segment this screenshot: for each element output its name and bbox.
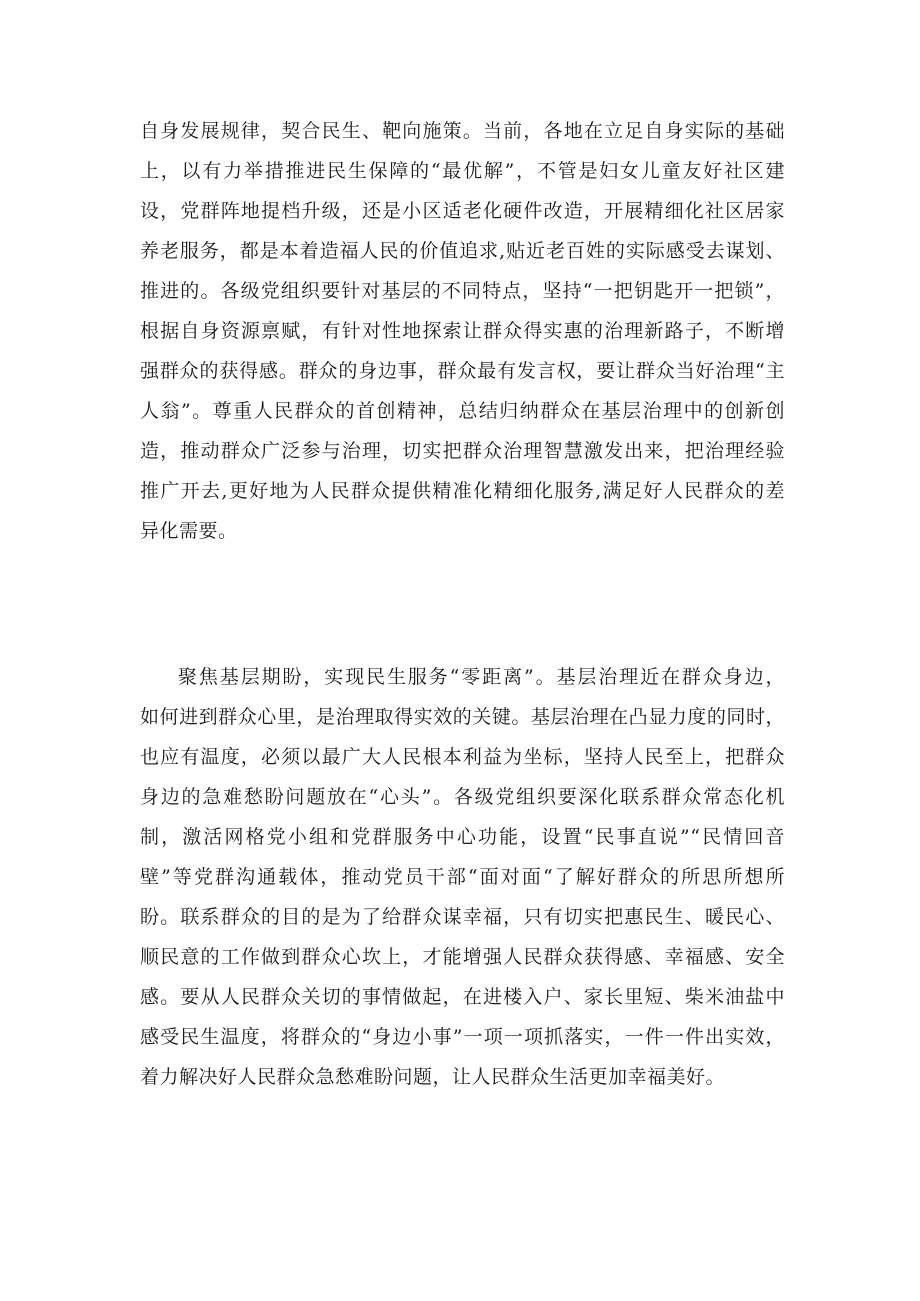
- paragraph-1-line-1: 自身发展规律，契合民生、靶向施策。当前，各地在立足自身实际的基础: [140, 120, 785, 142]
- paragraph-1-line-11: 异化需要。: [140, 520, 238, 542]
- paragraph-1-line-9: 造，推动群众广泛参与治理，切实把群众治理智慧激发出来，把治理经验: [140, 440, 785, 462]
- paragraph-1-line-4: 养老服务，都是本着造福人民的价值追求,贴近老百姓的实际感受去谋划、: [140, 240, 785, 262]
- paragraph-1-line-6: 根据自身资源禀赋，有针对性地探索让群众得实惠的治理新路子，不断增: [140, 320, 785, 342]
- paragraph-1-line-7: 强群众的获得感。群众的身边事，群众最有发言权，要让群众当好治理“主: [140, 360, 785, 382]
- paragraph-1-line-8: 人翁”。尊重人民群众的首创精神，总结归纳群众在基层治理中的创新创: [140, 400, 785, 422]
- paragraph-2-line-9: 感。要从人民群众关切的事情做起，在进楼入户、家长里短、柴米油盐中: [140, 986, 785, 1008]
- paragraph-2-line-4: 身边的急难愁盼问题放在“心头”。各级党组织要深化联系群众常态化机: [140, 786, 785, 808]
- paragraph-2-line-10: 感受民生温度，将群众的“身边小事”一项一项抓落实，一件一件出实效，: [140, 1026, 785, 1048]
- paragraph-2-line-11: 着力解决好人民群众急愁难盼问题，让人民群众生活更加幸福美好。: [140, 1066, 726, 1088]
- paragraph-2-line-7: 盼。联系群众的目的是为了给群众谋幸福，只有切实把惠民生、暖民心、: [140, 906, 785, 928]
- paragraph-1-line-5: 推进的。各级党组织要针对基层的不同特点，坚持“一把钥匙开一把锁”，: [140, 280, 785, 302]
- paragraph-2-line-1: 聚焦基层期盼，实现民生服务“零距离”。基层治理近在群众身边，: [178, 666, 785, 688]
- paragraph-1-line-2: 上，以有力举措推进民生保障的“最优解”，不管是妇女儿童友好社区建: [140, 160, 785, 182]
- paragraph-2-line-2: 如何进到群众心里，是治理取得实效的关键。基层治理在凸显力度的同时，: [140, 706, 785, 728]
- paragraph-1-line-3: 设，党群阵地提档升级，还是小区适老化硬件改造，开展精细化社区居家: [140, 200, 785, 222]
- paragraph-2-line-5: 制，激活网格党小组和党群服务中心功能，设置“民事直说”“民情回音: [140, 826, 785, 848]
- paragraph-2-line-8: 顺民意的工作做到群众心坎上，才能增强人民群众获得感、幸福感、安全: [140, 946, 785, 968]
- paragraph-2-line-3: 也应有温度，必须以最广大人民根本利益为坐标，坚持人民至上，把群众: [140, 746, 785, 768]
- paragraph-1-line-10: 推广开去,更好地为人民群众提供精准化精细化服务,满足好人民群众的差: [140, 480, 785, 502]
- paragraph-2-line-6: 壁”等党群沟通载体，推动党员干部“面对面“了解好群众的所思所想所: [140, 866, 785, 888]
